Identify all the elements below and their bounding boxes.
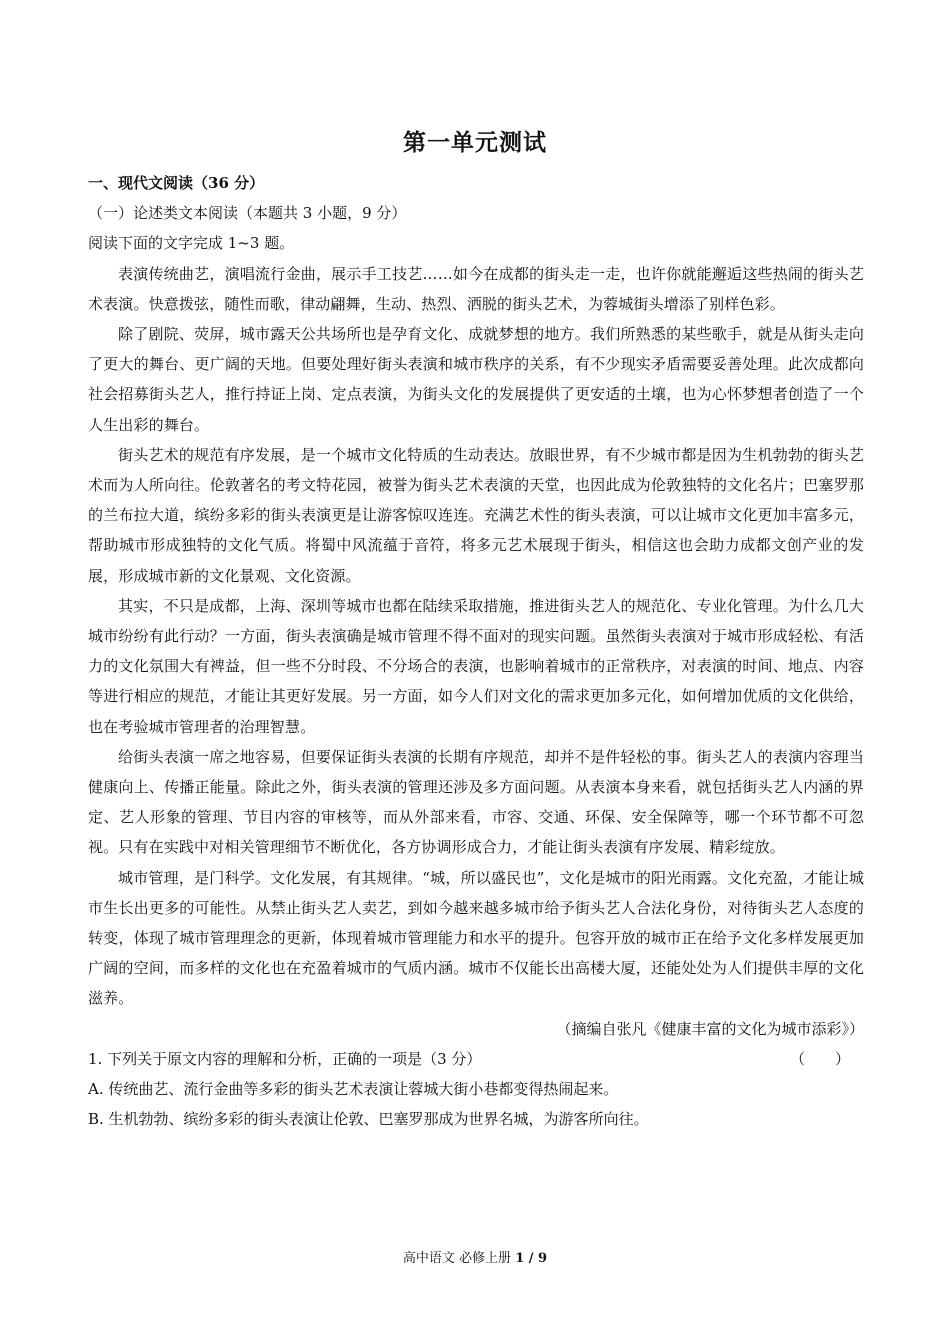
document-body	[88, 168, 864, 1135]
page-title: 第一单元测试	[403, 129, 547, 156]
paragraph-1: 表演传统曲艺，演唱流行金曲，展示手工技艺……如今在成都的街头走一走，也许你就能邂逅这些热闹的街头艺术表演。快意拨弦，随性而歌，律动翩舞，生动、热烈、洒脱的街头艺术，为蓉城街头增添了别样色彩。	[88, 264, 864, 313]
paragraph-3: 街头艺术的规范有序发展，是一个城市文化特质的生动表达。放眼世界，有不少城市都是因为生机勃勃的街头艺术而为人所向往。伦敦著名的考文特花园，被誉为街头艺术表演的天堂，也因此成为伦敦独特的文化名片；巴塞罗那的兰布拉大道，缤纷多彩的街头表演更是让游客惊叹连连。充满艺术性的街头表演，可以让城市文化更加丰富多元，帮助城市形成独特的文化气质。将蜀中风流蕴于音符，将多元艺术展现于街头，相信这也会助力成都文创产业的发展，形成城市新的文化景观、文化资源。	[88, 445, 864, 585]
section-heading: 一、现代文阅读（36 分）	[88, 174, 265, 192]
footer-label: 高中语文 必修上册	[402, 1251, 512, 1266]
reading-instruction: 阅读下面的文字完成 1~3 题。	[88, 234, 295, 253]
subsection-heading: （一）论述类文本阅读（本题共 3 小题，9 分）	[88, 204, 407, 223]
option-a: A. 传统曲艺、流行金曲等多彩的街头艺术表演让蓉城大街小巷都变得热闹起来。	[88, 1080, 619, 1099]
source-citation: （摘编自张凡《健康丰富的文化为城市添彩》）	[556, 1019, 864, 1038]
paragraph-5: 给街头表演一席之地容易，但要保证街头表演的长期有序规范，却并不是件轻松的事。街头艺人的表演内容理当健康向上、传播正能量。除此之外，街头表演的管理还涉及多方面问题。从表演本身来看，就包括街头艺人内涵的界定、艺人形象的管理、节目内容的审核等，而从外部来看，市容、交通、环保、安全保障等，哪一个环节都不可忽视。只有在实践中对相关管理细节不断优化，各方协调形成合力，才能让街头表演有序发展、精彩绽放。	[88, 747, 864, 857]
question-stem: 1. 下列关于原文内容的理解和分析，正确的一项是（3 分）	[88, 1049, 482, 1068]
paragraph-4: 其实，不只是成都，上海、深圳等城市也都在陆续采取措施，推进街头艺人的规范化、专业化管理。为什么几大城市纷纷有此行动？一方面，街头表演确是城市管理不得不面对的现实问题。虽然街头表演对于城市形成轻松、有活力的文化氛围大有裨益，但一些不分时段、不分场合的表演，也影响着城市的正常秩序，对表演的时间、地点、内容等进行相应的规范，才能让其更好发展。另一方面，如今人们对文化的需求更加多元化，如何增加优质的文化供给，也在考验城市管理者的治理智慧。	[88, 596, 864, 736]
paragraph-6: 城市管理，是门科学。文化发展，有其规律。“城，所以盛民也”，文化是城市的阳光雨露。文化充盈，才能让城市生长出更多的可能性。从禁止街头艺人卖艺，到如今越来越多城市给予街头艺人合法化身份，对待街头艺人态度的转变，体现了城市管理理念的更新，体现着城市管理能力和水平的提升。包容开放的城市正在给予文化多样发展更加广阔的空间，而多样的文化也在充盈着城市的气质内涵。城市不仅能长出高楼大厦，还能处处为人们提供丰厚的文化滋养。	[88, 868, 864, 1008]
option-b: B. 生机勃勃、缤纷多彩的街头表演让伦敦、巴塞罗那成为世界名城，为游客所向往。	[88, 1110, 649, 1129]
question-1	[88, 1044, 864, 1074]
page-footer	[0, 1247, 950, 1266]
paragraph-2: 除了剧院、荧屏，城市露天公共场所也是孕育文化、成就梦想的地方。我们所熟悉的某些歌手，就是从街头走向了更大的舞台、更广阔的天地。但要处理好街头表演和城市秩序的关系，有不少现实矛盾需要妥善处理。此次成都向社会招募街头艺人，推行持证上岗、定点表演，为街头文化的发展提供了更安适的土壤，也为心怀梦想者创造了一个人生出彩的舞台。	[88, 325, 864, 434]
page-number: 1 / 9	[515, 1251, 548, 1266]
answer-blank: （ ）	[789, 1049, 850, 1068]
